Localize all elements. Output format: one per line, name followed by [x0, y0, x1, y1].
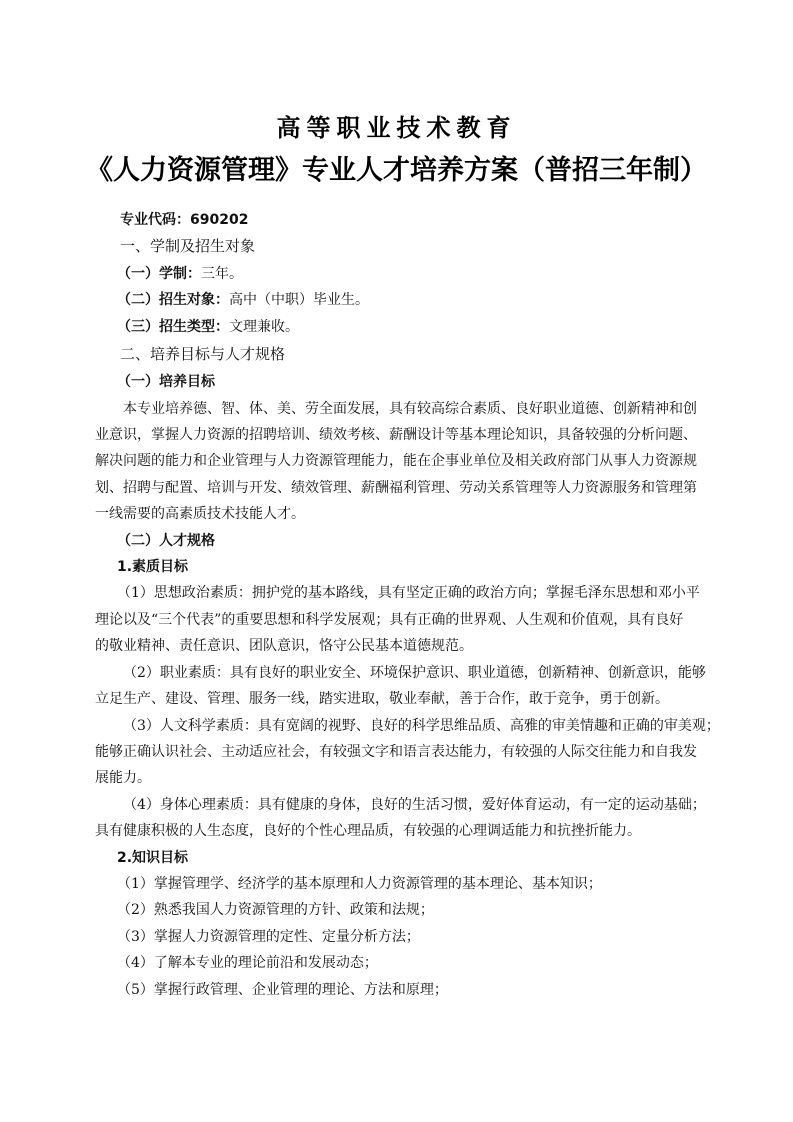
knowledge-item: （3）掌握人力资源管理的定性、定量分析方法； [117, 928, 420, 945]
quality-item-1 [95, 580, 700, 659]
section-1-item [95, 287, 700, 313]
title-line-2: 《人力资源管理》专业人才培养方案（普招三年制） [86, 155, 707, 186]
paragraph-line: 一线需要的高素质技术技能人才。 [95, 506, 305, 523]
training-goal-heading: （一）培养目标 [117, 374, 215, 391]
item-label: （三）招生类型： [117, 318, 229, 335]
paragraph-line: 理论以及“三个代表”的重要思想和科学发展观；具有正确的世界观、人生观和价值观，具有良好 [95, 611, 684, 628]
title-line-1: 高等职业技术教育 [276, 114, 517, 142]
item-value: 文理兼收。 [229, 318, 299, 335]
quality-item-4 [95, 792, 706, 845]
training-goal-paragraph [95, 396, 700, 528]
knowledge-item: （4）了解本专业的理论前沿和发展动态； [117, 955, 378, 972]
paragraph-line: 能够正确认识社会、主动适应社会，有较强文字和语言表达能力，有较强的人际交往能力和自我发 [95, 743, 697, 760]
item-value: 高中（中职）毕业生。 [229, 292, 369, 309]
quality-goal-heading: 1.素质目标 [117, 559, 189, 576]
paragraph-line: 展能力。 [95, 770, 151, 787]
quality-item-3 [95, 713, 720, 792]
paragraph-line: （1）思想政治素质：拥护党的基本路线，具有坚定正确的政治方向；掌握毛泽东思想和邓小平 [117, 585, 700, 602]
paragraph-line: 具有健康积极的人生态度，良好的个性心理品质，有较强的心理调适能力和抗挫折能力。 [95, 823, 641, 840]
paragraph-line: 的敬业精神、责任意识、团队意识，恪守公民基本道德规范。 [95, 638, 473, 655]
knowledge-item: （2）熟悉我国人力资源管理的方针、政策和法规； [117, 902, 434, 919]
paragraph-line: （3）人文科学素质：具有宽阔的视野、良好的科学思维品质、高雅的审美情趣和正确的审美观； [123, 717, 720, 734]
section-1-heading: 一、学制及招生对象 [120, 237, 256, 255]
item-value: 三年。 [201, 266, 243, 282]
section-1-item [95, 261, 700, 287]
paragraph-line: 立足生产、建设、管理、服务一线，踏实进取，敬业奉献，善于合作，敢于竞争，勇于创新。 [95, 691, 669, 708]
item-label: （一）学制： [117, 266, 201, 282]
section-1-item [95, 314, 700, 340]
knowledge-goal-heading: 2.知识目标 [117, 849, 189, 866]
talent-spec-heading: （二）人才规格 [117, 532, 215, 549]
paragraph-line: 本专业培养德、智、体、美、劳全面发展，具有较高综合素质、良好职业道德、创新精神和创 [123, 400, 697, 417]
major-code-label: 专业代码： [120, 212, 190, 228]
major-code [95, 208, 700, 232]
paragraph-line: 解决问题的能力和企业管理与人力资源管理能力，能在企事业单位及相关政府部门从事人力资源规 [95, 453, 697, 470]
knowledge-item: （1）掌握管理学、经济学的基本原理和人力资源管理的基本理论、基本知识； [117, 875, 602, 892]
section-2-heading: 二、培养目标与人才规格 [120, 345, 286, 364]
knowledge-item: （5）掌握行政管理、企业管理的理论、方法和原理； [117, 981, 448, 998]
paragraph-line: （2）职业素质：具有良好的职业安全、环境保护意识、职业道德，创新精神、创新意识，能够 [123, 664, 706, 681]
quality-item-2 [95, 660, 706, 713]
paragraph-line: （4）身体心理素质：具有健康的身体，良好的生活习惯，爱好体育运动，有一定的运动基础； [123, 796, 706, 813]
paragraph-line: 业意识，掌握人力资源的招聘培训、绩效考核、薪酬设计等基本理论知识，具备较强的分析问题、 [95, 427, 697, 444]
paragraph-line: 划、招聘与配置、培训与开发、绩效管理、薪酬福利管理、劳动关系管理等人力资源服务和管理第 [95, 479, 697, 496]
document-body [95, 208, 720, 1003]
item-label: （二）招生对象： [117, 292, 229, 309]
major-code-value: 690202 [190, 212, 249, 228]
